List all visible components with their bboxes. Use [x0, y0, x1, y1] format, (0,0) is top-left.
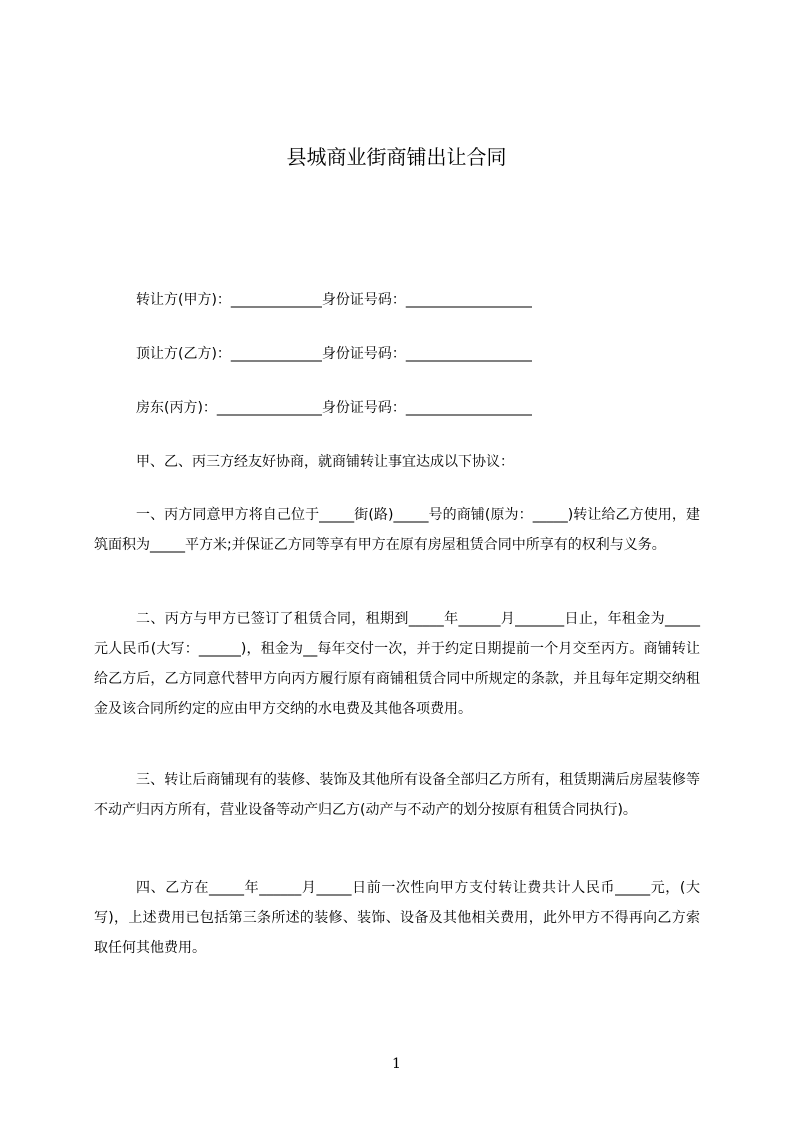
clause-2: 二、丙方与甲方已签订了租赁合同，租期到_____年______月_______日止，年租金为_____元人民币(大写：______)，租金为__每年交付一次，并于约定日期提前一个月交至丙方。商铺转让给乙方后，乙方同意代替甲方向丙方履行原有商铺租赁合同中所规定的条款，并且每年定期交纳租金及该合同所约定的应由甲方交纳的水电费及其他各项费用。 [94, 611, 700, 717]
clause-4: 四、乙方在_____年______月_____日前一次性向甲方支付转让费共计人民币_____元，(大写)，上述费用已包括第三条所述的装修、装饰、设备及其他相关费用，此外甲方不得再向乙方索取任何其他费用。 [94, 880, 700, 956]
intro-text: 甲、乙、丙三方经友好协商，就商铺转让事宜达成以下协议： [136, 454, 514, 470]
clause-3: 三、转让后商铺现有的装修、装饰及其他所有设备全部归乙方所有，租赁期满后房屋装修等不动产归丙方所有，营业设备等动产归乙方(动产与不动产的划分按原有租赁合同执行)。 [94, 772, 700, 818]
party-b-line: 顶让方(乙方)：_____________身份证号码：__________________ [136, 346, 532, 362]
party-a-line: 转让方(甲方)：_____________身份证号码：__________________ [136, 292, 532, 308]
document-title: 县城商业街商铺出让合同 [286, 145, 507, 169]
page-number: 1 [392, 1056, 401, 1072]
clause-1: 一、丙方同意甲方将自己位于_____街(路)_____号的商铺(原为：_____)转让给乙方使用，建筑面积为_____平方米;并保证乙方同等享有甲方在原有房屋租赁合同中所享有的权利与义务。 [94, 507, 700, 553]
party-c-line: 房东(丙方)：_______________身份证号码：__________________ [136, 400, 532, 416]
